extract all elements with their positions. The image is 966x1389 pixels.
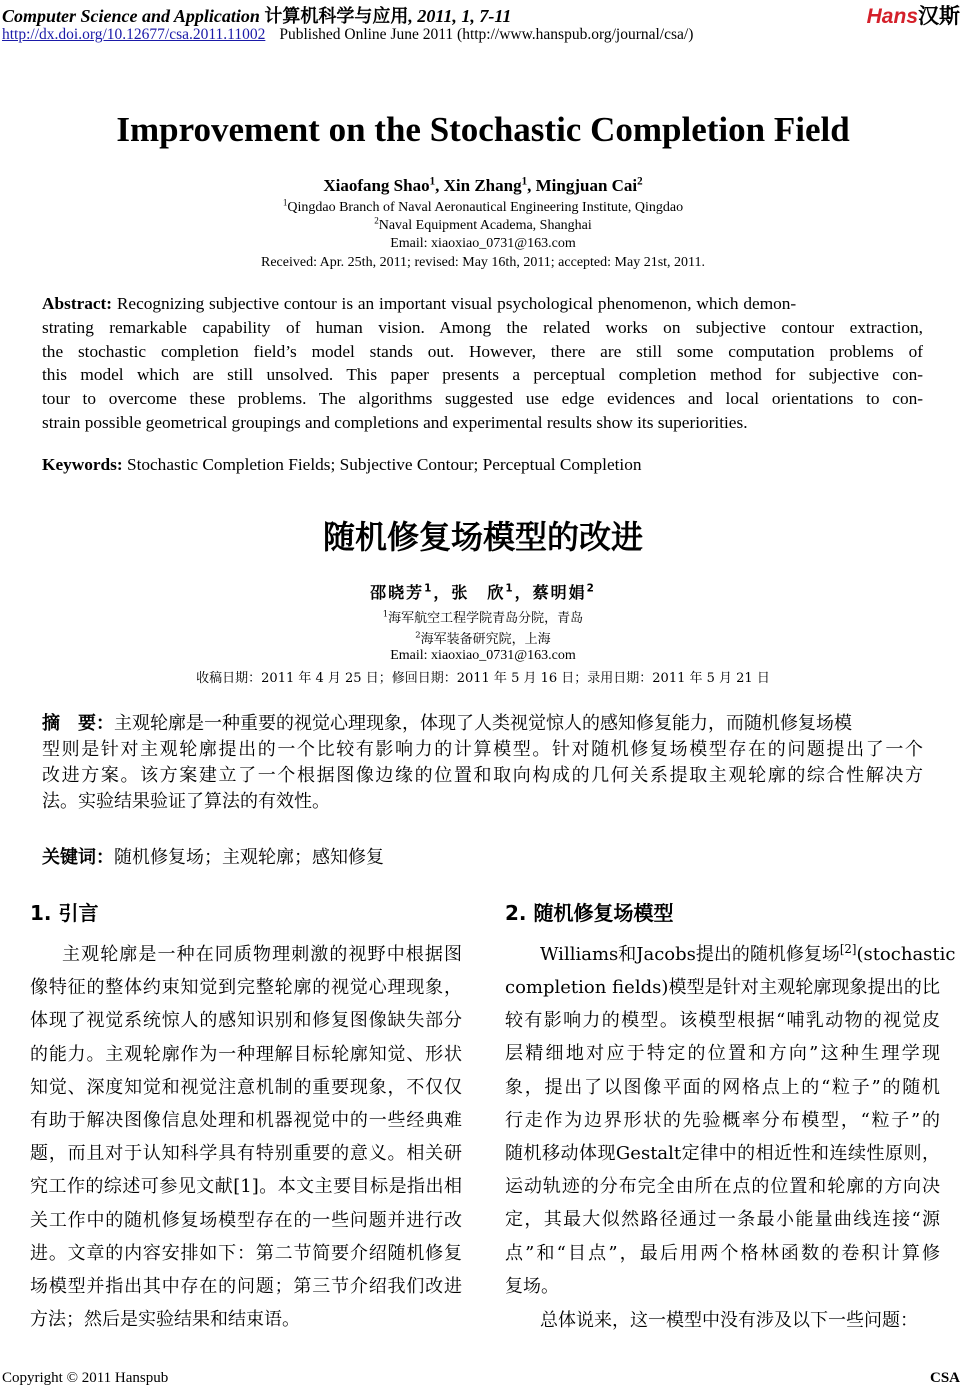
author-sup: 2 xyxy=(586,582,596,595)
text-line: 的能力。主观轮廓作为一种理解目标轮廓知觉、形状 xyxy=(30,1043,462,1065)
abstract-label: 摘 要： xyxy=(42,713,114,734)
text-line: 究工作的综述可参见文献[1]。本文主要目标是指出相 xyxy=(30,1176,462,1198)
text-line: 场模型并指出其中存在的问题；第三节介绍我们改进 xyxy=(30,1276,462,1297)
abstract-text: 主观轮廓是一种重要的视觉心理现象，体现了人类视觉惊人的感知修复能力，而随机修复场模 xyxy=(114,713,852,734)
text-line: 关工作中的随机修复场模型存在的一些问题并进行改 xyxy=(30,1209,462,1231)
affil-sup: 2 xyxy=(374,215,379,226)
abstract-text: 改进方案。该方案建立了一个根据图像边缘的位置和取向构成的几何关系提取主观轮廓的综合性解决方 xyxy=(42,765,923,786)
text-line xyxy=(42,389,923,409)
dates-cn: 收稿日期：2011 年 4 月 25 日；修回日期：2011 年 5 月 16 日；录用日期：2011 年 5 月 21 日 xyxy=(196,671,770,686)
abstract-text: strain possible geometrical groupings and completions and experimental results show its superiorities. xyxy=(42,413,748,432)
keywords-cn xyxy=(42,843,384,869)
author-sup: 1 xyxy=(521,175,528,188)
keywords-text: 随机修复场；主观轮廓；感知修复 xyxy=(114,847,384,868)
journal-name: Computer Science and Application xyxy=(2,6,260,26)
logo-en: Hans xyxy=(866,5,918,28)
abstract-text: tour to overcome these problems. The algorithms suggested use edge evidences and local orientations to con- xyxy=(42,389,923,409)
text-line: 题，而且对于认知科学具有特别重要的意义。相关研 xyxy=(30,1143,462,1165)
abstract-text: this model which are still unsolved. This paper presents a perceptual completion method for subjective con- xyxy=(42,365,923,385)
keywords-label: Keywords: xyxy=(42,455,123,474)
affil-sup: 1 xyxy=(382,608,389,619)
received-dates: Received: Apr. 25th, 2011; revised: May 16th, 2011; accepted: May 21st, 2011. xyxy=(260,255,706,270)
email-cn: Email: xiaoxiao_0731@163.com xyxy=(390,648,576,663)
keywords-en xyxy=(42,455,642,475)
section-2-paragraph-2: 总体说来，这一模型中没有涉及以下一些问题： xyxy=(540,1310,918,1331)
abstract-text: strating remarkable capability of human vision. Among the related works on subjective contour extraction, xyxy=(42,317,923,337)
hans-logo xyxy=(867,0,960,30)
text-line: 方法；然后是实验结果和结束语。 xyxy=(30,1309,300,1331)
journal-name-cn: 计算机科学与应用 xyxy=(264,6,409,26)
section-2-first-line xyxy=(540,940,956,966)
text-line: 复场。 xyxy=(505,1275,559,1297)
affiliation-1 xyxy=(0,197,966,216)
affil-text: Qingdao Branch of Naval Aeronautical Engineering Institute, Qingdao xyxy=(287,200,684,215)
text: Williams和Jacobs提出的随机修复场 xyxy=(540,944,840,965)
text-line: 随机移动体现Gestalt定律中的相近性和连续性原则， xyxy=(505,1143,940,1164)
keywords-label: 关键词： xyxy=(42,847,114,868)
text-line: 像特征的整体约束知觉到完整轮廓的视觉心理现象， xyxy=(30,977,462,999)
text-line xyxy=(42,365,923,385)
text-line xyxy=(42,787,923,813)
text-line xyxy=(42,413,923,433)
abstract-text: the stochastic completion field’s model stands out. However, there are still some computation problems of xyxy=(42,341,923,361)
affil-sup: 2 xyxy=(415,629,421,640)
logo-cn: 汉斯 xyxy=(918,5,960,28)
keywords-text: Stochastic Completion Fields; Subjective Contour; Perceptual Completion xyxy=(122,455,642,474)
author: Mingjuan Cai xyxy=(535,176,638,195)
author-sup: 2 xyxy=(637,175,643,188)
publication-line xyxy=(2,26,693,44)
journal-abbr: CSA xyxy=(929,1370,960,1386)
affil-text: 海军航空工程学院青岛分院，青岛 xyxy=(388,611,584,626)
affiliation-2 xyxy=(0,215,966,234)
abstract-text: 法。实验结果验证了算法的有效性。 xyxy=(42,791,330,812)
text-line: 有助于解决图像信息处理和机器视觉中的一些经典难 xyxy=(30,1110,462,1131)
text-line: 层精细地对应于特定的位置和方向”这种生理学现 xyxy=(505,1043,940,1065)
journal-issue: , 2011, 1, 7-11 xyxy=(408,6,512,26)
affil-text: 海军装备研究院，上海 xyxy=(420,632,551,647)
paper-title: Improvement on the Stochastic Completion Field xyxy=(116,110,850,149)
journal-header xyxy=(2,2,511,28)
abstract-text: 型则是针对主观轮廓提出的一个比较有影响力的计算模型。针对随机修复场模型存在的问题提出了一个 xyxy=(42,739,923,760)
text-line: 知觉、深度知觉和视觉注意机制的重要现象，不仅仅 xyxy=(30,1076,462,1098)
citation: [2] xyxy=(839,942,857,956)
text-line: 主观轮廓是一种在同质物理刺激的视野中根据图 xyxy=(62,944,462,965)
affil-sup: 1 xyxy=(282,197,288,208)
text-line xyxy=(42,294,923,314)
author: Xiaofang Shao xyxy=(323,176,430,195)
text-line: 象，提出了以图像平面的网格点上的“粒子”的随机 xyxy=(505,1076,940,1098)
text-line xyxy=(42,709,923,735)
text: (stochastic xyxy=(856,944,956,965)
text-line: 体现了视觉系统惊人的感知识别和修复图像缺失部分 xyxy=(30,1010,462,1032)
abstract-text: Recognizing subjective contour is an important visual psychological phenomenon, which demon- xyxy=(112,294,797,313)
text-line: 定，其最大似然路径通过一条最小能量曲线连接“源 xyxy=(505,1209,940,1231)
authors: Xiaofang Shao$^1$, Xin Zhang$^1$, Mingjuan Cai$^2$ xyxy=(323,175,643,195)
affiliation-cn-1 xyxy=(0,607,966,626)
email: Email: xiaoxiao_0731@163.com xyxy=(390,236,576,251)
affil-text: Naval Equipment Academa, Shanghai xyxy=(378,218,592,233)
author: 邵晓芳 xyxy=(370,583,425,602)
text-line: 点”和“目点”，最后用两个格林函数的卷积计算修 xyxy=(505,1242,940,1264)
text-line: 行走作为边界形状的先验概率分布模型，“粒子”的 xyxy=(505,1109,940,1131)
text-line: 运动轨迹的分布完全由所在点的位置和轮廓的方向决 xyxy=(505,1176,940,1198)
section-2-heading: 2. 随机修复场模型 xyxy=(505,901,674,925)
author-sup: 1 xyxy=(505,582,515,595)
doi-link[interactable]: http://dx.doi.org/10.12677/csa.2011.11002 xyxy=(2,26,266,43)
text-line: completion fields)模型是针对主观轮廓现象提出的比 xyxy=(505,977,940,998)
text-line xyxy=(42,761,923,787)
text-line xyxy=(42,735,923,761)
published-info: Published Online June 2011 (http://www.hanspub.org/journal/csa/) xyxy=(279,26,694,43)
author-sup: 1 xyxy=(429,175,436,188)
author-sup: 1 xyxy=(424,582,434,595)
copyright: Copyright © 2011 Hanspub xyxy=(2,1370,169,1386)
abstract-label: Abstract: xyxy=(42,294,113,313)
text-line xyxy=(42,318,923,338)
text-line: 较有影响力的模型。该模型根据“哺乳动物的视觉皮 xyxy=(505,1010,940,1032)
paper-title-cn: 随机修复场模型的改进 xyxy=(322,518,643,556)
authors-cn: 邵晓芳$^1$，张 欣$^1$，蔡明娟$^2$ xyxy=(370,582,596,602)
author: 张 欣 xyxy=(451,583,506,602)
text-line: 进。文章的内容安排如下：第二节简要介绍随机修复 xyxy=(30,1242,462,1264)
author: Xin Zhang xyxy=(443,176,522,195)
section-1-heading: 1. 引言 xyxy=(30,901,99,925)
text-line xyxy=(42,342,923,362)
author: 蔡明娟 xyxy=(532,583,587,602)
affiliation-cn-2 xyxy=(0,628,966,647)
